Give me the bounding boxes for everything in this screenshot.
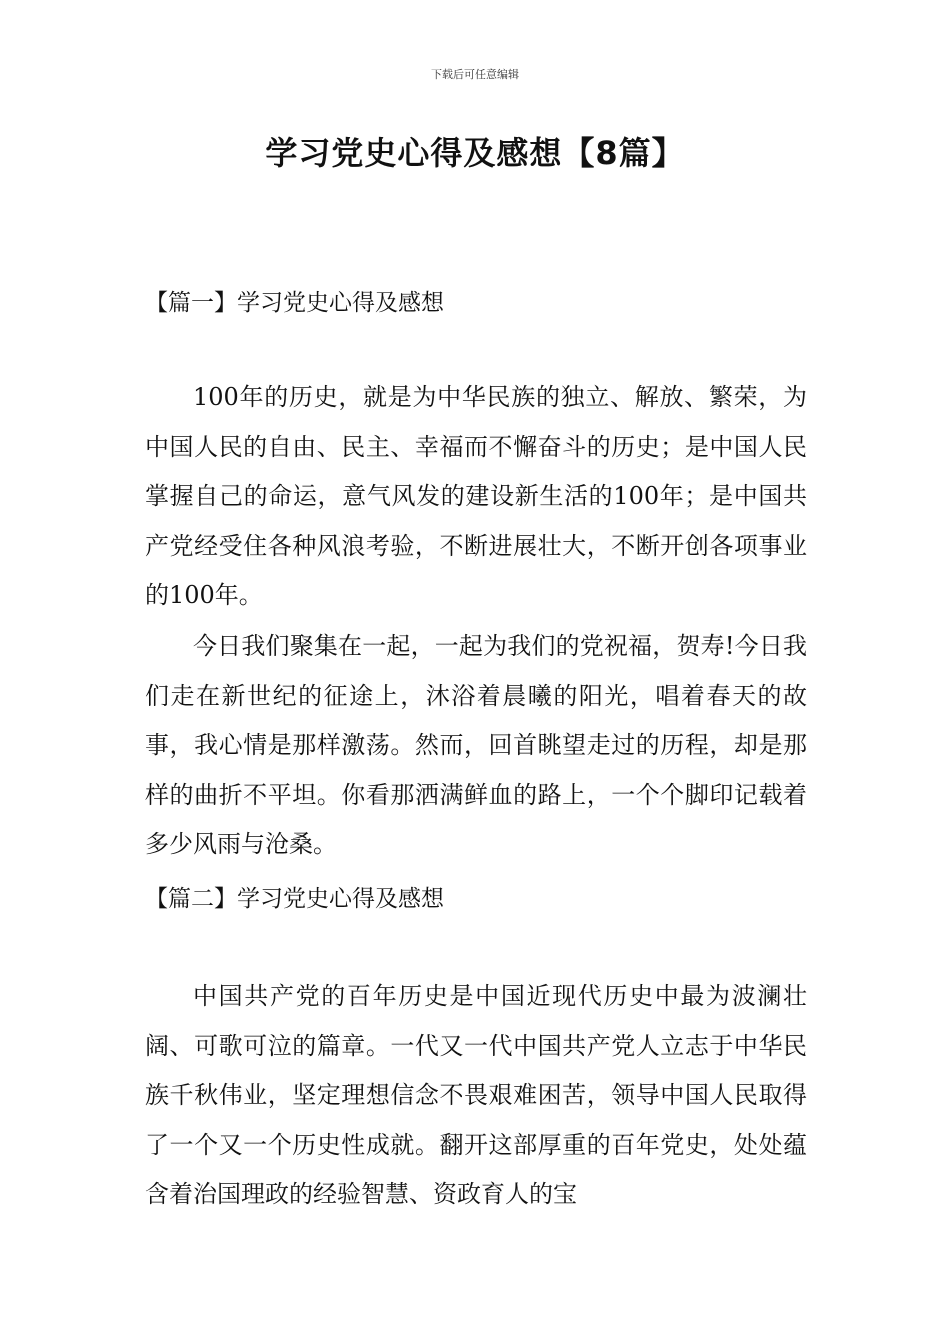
header-note: 下载后可任意编辑 bbox=[431, 68, 519, 81]
section-heading-1: 【篇一】学习党史心得及感想 bbox=[145, 290, 444, 316]
section-1-paragraph-1: 100年的历史，就是为中华民族的独立、解放、繁荣，为中国人民的自由、民主、幸福而不懈奋斗的历史；是中国人民掌握自己的命运，意气风发的建设新生活的100年；是中国共产党经受住各种风浪考验，不断进展壮大，不断开创各项事业的100年。 bbox=[145, 383, 807, 609]
document-title: 学习党史心得及感想【8篇】 bbox=[265, 134, 685, 172]
section-1-paragraph-2: 今日我们聚集在一起，一起为我们的党祝福，贺寿!今日我们走在新世纪的征途上，沐浴着晨曦的阳光，唱着春天的故事，我心情是那样激荡。然而，回首眺望走过的历程，却是那样的曲折不平坦。你看那洒满鲜血的路上，一个个脚印记载着多少风雨与沧桑。 bbox=[145, 632, 807, 858]
section-heading-2: 【篇二】学习党史心得及感想 bbox=[145, 886, 444, 912]
section-2-paragraph-1: 中国共产党的百年历史是中国近现代历史中最为波澜壮阔、可歌可泣的篇章。一代又一代中国共产党人立志于中华民族千秋伟业，坚定理想信念不畏艰难困苦，领导中国人民取得了一个又一个历史性成就。翻开这部厚重的百年党史，处处蕴含着治国理政的经验智慧、资政育人的宝 bbox=[145, 982, 807, 1208]
